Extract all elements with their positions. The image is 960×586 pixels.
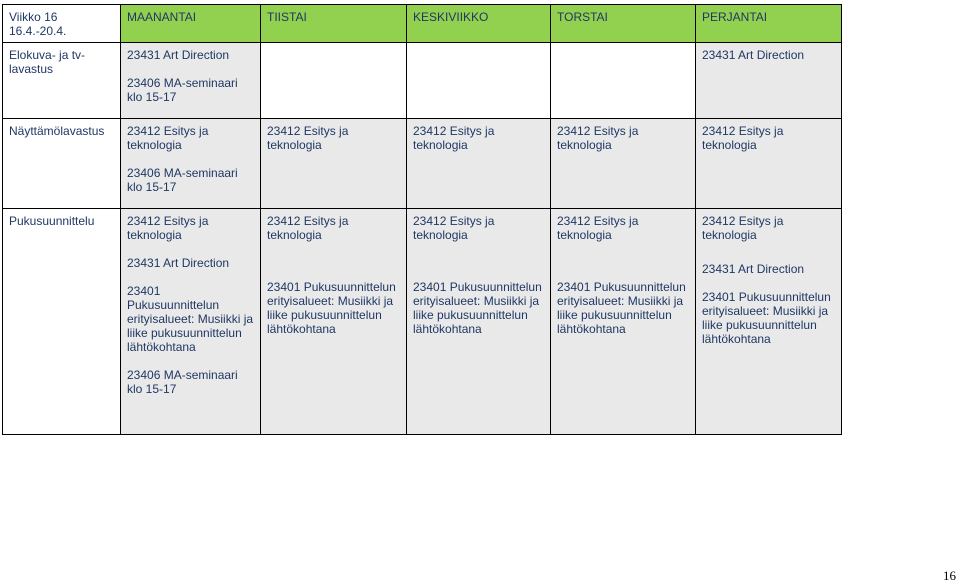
cell-elokuva-thursday xyxy=(551,43,696,119)
course-entry: 23406 MA-seminaari klo 15-17 xyxy=(127,368,238,396)
header-row xyxy=(3,5,842,43)
course-entry: 23401 Pukusuunnittelun erityisalueet: Musiikki ja liike pukusuunnittelun lähtökohtana xyxy=(702,290,831,346)
course-entry: 23412 Esitys ja teknologia xyxy=(413,124,495,152)
cell-elokuva-monday xyxy=(121,43,261,119)
cell-elokuva-friday xyxy=(696,43,842,119)
day-header-wednesday: KESKIVIIKKO xyxy=(407,5,551,43)
cell-nayttamo-tuesday xyxy=(261,119,407,209)
row-nayttamo xyxy=(3,119,842,209)
cell-puku-monday xyxy=(121,209,261,435)
cell-elokuva-wednesday xyxy=(407,43,551,119)
course-entry: 23401 Pukusuunnittelun erityisalueet: Musiikki ja liike pukusuunnittelun lähtökohtana xyxy=(127,284,254,354)
course-entry: 23412 Esitys ja teknologia xyxy=(267,124,349,152)
week-label: Viikko 16 16.4.-20.4. xyxy=(3,5,121,43)
row-elokuva xyxy=(3,43,842,119)
cell-nayttamo-friday xyxy=(696,119,842,209)
course-entry: 23412 Esitys ja teknologia xyxy=(127,124,209,152)
cell-puku-tuesday xyxy=(261,209,407,435)
course-entry: 23406 MA-seminaari klo 15-17 xyxy=(127,166,238,194)
course-entry: 23412 Esitys ja teknologia xyxy=(702,124,784,152)
cell-nayttamo-monday xyxy=(121,119,261,209)
cell-puku-thursday xyxy=(551,209,696,435)
row-puku xyxy=(3,209,842,435)
course-entry: 23412 Esitys ja teknologia xyxy=(413,214,495,242)
row-label-nayttamo: Näyttämölavastus xyxy=(3,119,121,209)
course-entry: 23431 Art Direction xyxy=(702,48,805,62)
day-header-thursday: TORSTAI xyxy=(551,5,696,43)
course-entry: 23412 Esitys ja teknologia xyxy=(702,214,784,242)
cell-puku-wednesday xyxy=(407,209,551,435)
course-entry: 23412 Esitys ja teknologia xyxy=(267,214,349,242)
row-label-elokuva: Elokuva- ja tv-lavastus xyxy=(3,43,121,119)
day-header-monday: MAANANTAI xyxy=(121,5,261,43)
cell-nayttamo-thursday xyxy=(551,119,696,209)
course-entry: 23431 Art Direction xyxy=(127,256,230,270)
course-entry: 23412 Esitys ja teknologia xyxy=(557,124,639,152)
course-entry: 23401 Pukusuunnittelun erityisalueet: Musiikki ja liike pukusuunnittelun lähtökohtana xyxy=(557,280,686,336)
course-entry: 23401 Pukusuunnittelun erityisalueet: Musiikki ja liike pukusuunnittelun lähtökohtana xyxy=(267,280,396,336)
course-entry: 23406 MA-seminaari klo 15-17 xyxy=(127,76,238,104)
cell-elokuva-tuesday xyxy=(261,43,407,119)
schedule-table xyxy=(2,4,842,435)
course-entry: 23431 Art Direction xyxy=(127,48,230,62)
day-header-friday: PERJANTAI xyxy=(696,5,842,43)
course-entry: 23401 Pukusuunnittelun erityisalueet: Musiikki ja liike pukusuunnittelun lähtökohtana xyxy=(413,280,542,336)
day-header-tuesday: TIISTAI xyxy=(261,5,407,43)
cell-nayttamo-wednesday xyxy=(407,119,551,209)
page-number: 16 xyxy=(943,568,956,583)
course-entry: 23412 Esitys ja teknologia xyxy=(127,214,209,242)
row-label-puku: Pukusuunnittelu xyxy=(3,209,121,435)
course-entry: 23431 Art Direction xyxy=(702,262,805,276)
course-entry: 23412 Esitys ja teknologia xyxy=(557,214,639,242)
cell-puku-friday xyxy=(696,209,842,435)
